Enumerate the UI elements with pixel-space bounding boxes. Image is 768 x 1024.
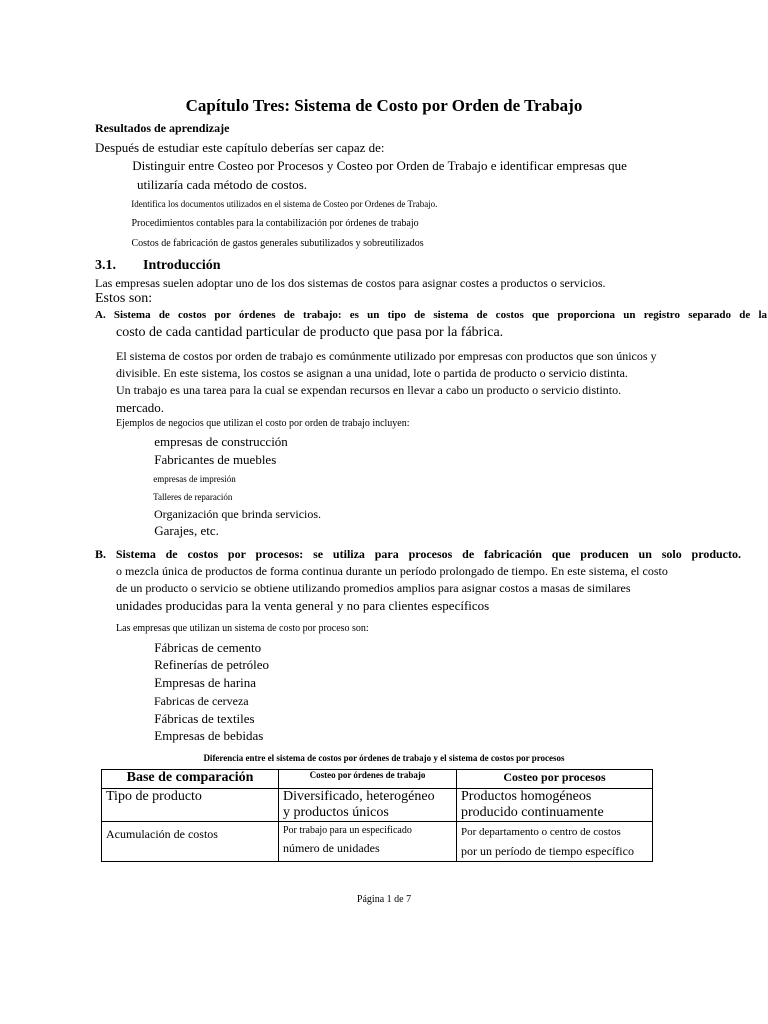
table-cell: Por departamento o centro de costos por un período de tiempo específico [457, 822, 653, 862]
list-item: Organización que brinda servicios. [154, 507, 322, 521]
list-item: Empresas de bebidas [154, 728, 264, 743]
intro-line: Las empresas suelen adoptar uno de los dos sistemas de costos para asignar costes a productos o servicios. [95, 276, 606, 290]
paragraph-line: Un trabajo es una tarea para la cual se expendan recursos en llevar a cabo un producto o servicio distinto. [116, 383, 622, 397]
paragraph-line: El sistema de costos por orden de trabajo es comúnmente utilizado por empresas con productos que son únicos y [116, 349, 657, 363]
outcome-item: Costos de fabricación de gastos generales subutilizados y sobreutilizados [131, 238, 424, 249]
table-cell: Diversificado, heterogéneo y productos únicos [279, 789, 457, 822]
list-item: Fábricas de cemento [154, 640, 262, 655]
process-lead: B. Sistema de costos por procesos: se utiliza para procesos de fabricación que producen un solo producto. [95, 547, 741, 561]
table-cell: Por trabajo para un especificado número de unidades [279, 822, 457, 862]
paragraph-line: unidades producidas para la venta general y no para clientes específicos [116, 598, 490, 613]
outcome-item: Procedimientos contables para la contabilización por órdenes de trabajo [131, 218, 419, 229]
list-item: Fábricas de textiles [154, 711, 255, 726]
paragraph-line: mercado. [116, 400, 165, 415]
table-caption: Diferencia entre el sistema de costos por órdenes de trabajo y el sistema de costos por procesos [203, 753, 565, 763]
list-item: Fabricas de cerveza [154, 694, 249, 708]
intro-line: Estos son: [95, 291, 153, 306]
table-header: Costeo por órdenes de trabajo [279, 770, 457, 789]
examples-intro: Ejemplos de negocios que utilizan el costo por orden de trabajo incluyen: [116, 418, 410, 429]
list-item: Refinerías de petróleo [154, 657, 270, 672]
outcome-item-cont: utilizaría cada método de costos. [137, 177, 308, 192]
list-item: Fabricantes de muebles [154, 452, 277, 467]
outcome-item: Identifica los documentos utilizados en el sistema de Costeo por Ordenes de Trabajo. [131, 199, 438, 209]
paragraph-line: de un producto o servicio se obtiene utilizando promedios amplios para asignar costos a masas de similares [116, 581, 631, 595]
table-row [102, 822, 653, 862]
outcomes-heading: Resultados de aprendizaje [95, 121, 230, 135]
table-cell: Tipo de producto [102, 789, 279, 822]
outcome-item: Distinguir entre Costeo por Procesos y Costeo por Orden de Trabajo e identificar empresas que [132, 158, 627, 173]
section-number: 3.1. [95, 258, 116, 273]
table-cell: Productos homogéneos producido continuamente [457, 789, 653, 822]
table-header-row [102, 770, 653, 789]
examples-intro: Las empresas que utilizan un sistema de costo por proceso son: [116, 623, 369, 634]
table-cell: Acumulación de costos [102, 822, 279, 862]
list-item: Garajes, etc. [154, 523, 219, 538]
outcomes-intro: Después de estudiar este capítulo deberías ser capaz de: [95, 140, 385, 155]
paragraph-line: o mezcla única de productos de forma continua durante un período prolongado de tiempo. En este sistema, el costo [116, 564, 668, 578]
list-item: Talleres de reparación [153, 492, 233, 502]
job-order-lead-cont: costo de cada cantidad particular de producto que pasa por la fábrica. [116, 325, 504, 340]
page-number: Página 1 de 7 [356, 894, 412, 905]
list-item: Empresas de harina [154, 675, 257, 690]
section-heading: Introducción [143, 258, 221, 273]
job-order-lead: A. Sistema de costos por órdenes de trabajo: es un tipo de sistema de costos que proporciona un registro separado de la [95, 309, 767, 321]
table-header: Base de comparación [102, 770, 279, 789]
table-row [102, 789, 653, 822]
comparison-table [101, 769, 653, 862]
page-title: Capítulo Tres: Sistema de Costo por Orden de Trabajo [185, 96, 583, 115]
paragraph-line: divisible. En este sistema, los costos se asignan a una unidad, lote o partida de producto o servicio distinta. [116, 366, 628, 380]
table-header: Costeo por procesos [457, 770, 653, 789]
list-item: empresas de construcción [154, 434, 288, 449]
list-item: empresas de impresión [153, 474, 236, 484]
